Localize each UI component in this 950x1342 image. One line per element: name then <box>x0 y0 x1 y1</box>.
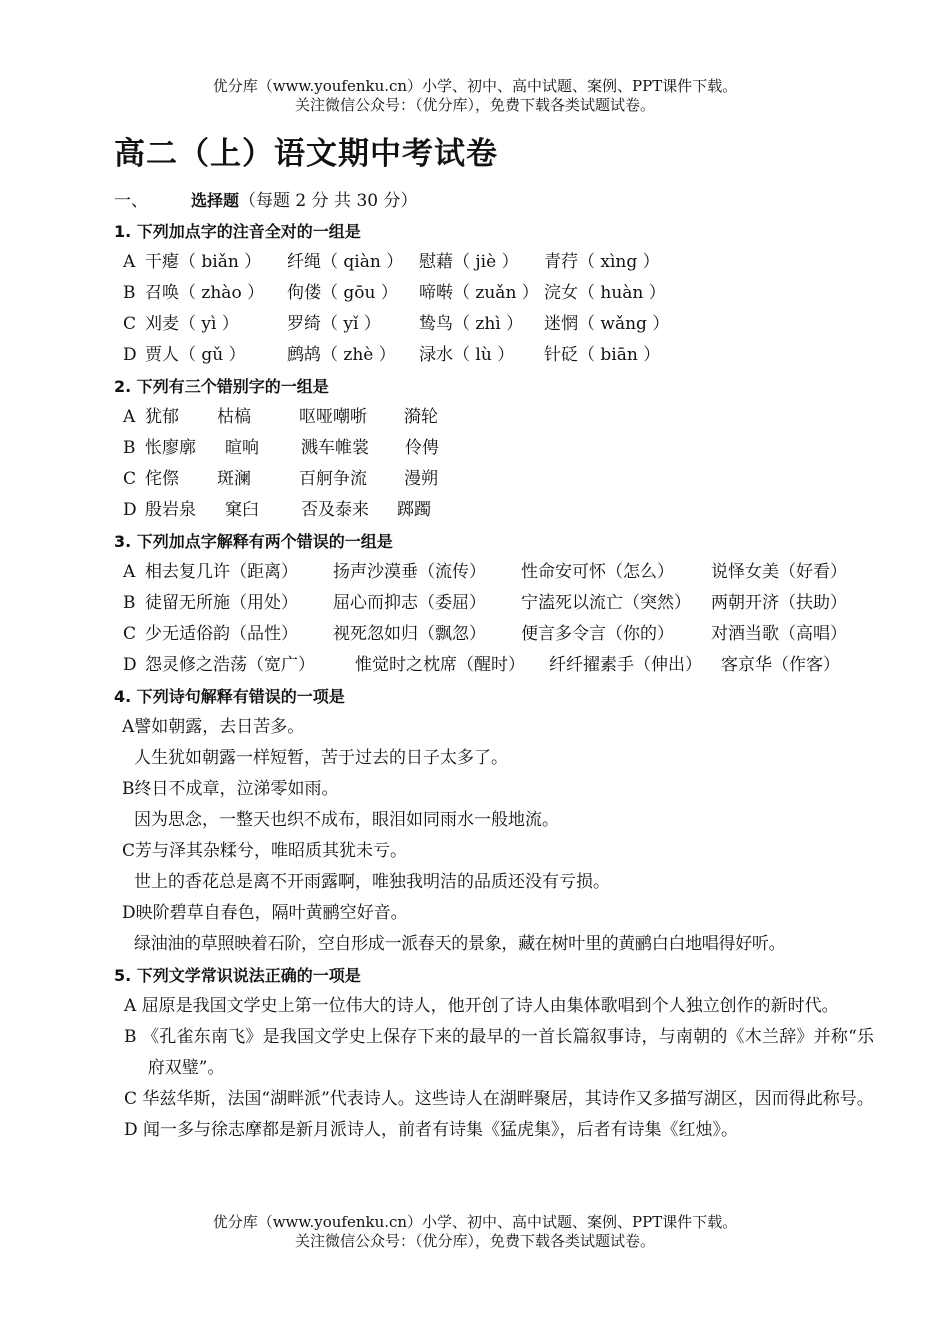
option-item: 召唤（ zhào ） <box>145 283 265 303</box>
option-item: 说怿女美（好看） <box>711 562 847 582</box>
question-1-option-c <box>114 309 874 340</box>
option-item: 浣女（ huàn ） <box>544 283 666 303</box>
option-item: 屈心而抑志（委屈） <box>333 593 486 613</box>
header-line-1: 优分库（www.youfenku.cn）小学、初中、高中试题、案例、PPT课件下载。 <box>212 77 738 95</box>
option-item: 青荇（ xìng ） <box>544 252 660 272</box>
question-4-option-d-verse <box>114 898 874 929</box>
option-item: 少无适俗韵（品性） <box>145 624 298 644</box>
option-item: 否及泰来 <box>301 500 369 520</box>
option-letter: D <box>123 345 137 365</box>
option-item: 干瘪（ biǎn ） <box>145 252 262 272</box>
section-name: 选择题 <box>191 191 240 210</box>
option-item: 惟觉时之枕席（醒时） <box>355 655 525 675</box>
question-4-option-c-explain: 世上的香花总是离不开雨露啊，唯独我明洁的品质还没有亏损。 <box>134 872 610 892</box>
option-letter: A <box>123 252 136 272</box>
option-item: 侘傺 <box>145 469 179 489</box>
option-body <box>124 1084 874 1115</box>
option-letter: D <box>124 1120 138 1140</box>
option-item: 扬声沙漠垂（流传） <box>333 562 486 582</box>
option-item: 两朝开济（扶助） <box>711 593 847 613</box>
question-5-option-b <box>114 1022 874 1084</box>
footer-line-2: 关注微信公众号：（优分库），免费下载各类试题试卷。 <box>294 1232 655 1250</box>
question-3-option-c <box>114 619 874 650</box>
option-item: 渌水（ lù ） <box>419 345 515 365</box>
option-letter: D <box>122 903 136 923</box>
question-2-stem: 2. 下列有三个错别字的一组是 <box>114 377 329 396</box>
option-letter: D <box>123 655 137 675</box>
footer-line-1: 优分库（www.youfenku.cn）小学、初中、高中试题、案例、PPT课件下载。 <box>212 1213 738 1231</box>
question-4-option-c-verse <box>114 836 874 867</box>
section-note: （每题 2 分 共 30 分） <box>239 191 418 211</box>
verse-text: 终日不成章，泣涕零如雨。 <box>134 779 339 799</box>
option-item: 慰藉（ jiè ） <box>419 252 519 272</box>
option-letter: B <box>123 593 136 613</box>
page-header <box>0 77 950 115</box>
option-body <box>124 991 874 1022</box>
verse-text: 映阶碧草自春色，隔叶黄鹂空好音。 <box>135 903 408 923</box>
question-2-option-c <box>114 464 874 495</box>
question-4-option-d-explain: 绿油油的草照映着石阶，空自形成一派春天的景象，藏在树叶里的黄鹂白白地唱得好听。 <box>134 934 786 954</box>
question-4-option-a-explain: 人生犹如朝露一样短暂，苦于过去的日子太多了。 <box>134 748 508 768</box>
option-item: 呕哑嘲哳 <box>299 407 367 427</box>
option-item: 漪轮 <box>404 407 438 427</box>
question-2-option-b <box>114 433 874 464</box>
option-letter: C <box>122 841 136 861</box>
option-item: 性命安可怀（怎么） <box>521 562 674 582</box>
option-item: 百舸争流 <box>299 469 367 489</box>
question-1-option-a <box>114 247 874 278</box>
option-letter: B <box>124 1027 137 1047</box>
option-text: 闻一多与徐志摩都是新月派诗人，前者有诗集《猛虎集》，后者有诗集《红烛》。 <box>143 1120 739 1140</box>
question-1-option-d <box>114 340 874 371</box>
option-letter: A <box>123 562 136 582</box>
option-item: 踯躅 <box>397 500 431 520</box>
option-item: 迷惘（ wǎng ） <box>544 314 670 334</box>
option-item: 犹郁 <box>145 407 179 427</box>
option-letter: D <box>123 500 137 520</box>
option-item: 纤绳（ qiàn ） <box>287 252 404 272</box>
option-body <box>124 1022 874 1084</box>
verse-text: 芳与泽其杂糅兮，唯昭质其犹未亏。 <box>135 841 408 861</box>
option-letter: B <box>123 283 136 303</box>
option-item: 视死忽如归（飘忽） <box>333 624 486 644</box>
option-text: 屈原是我国文学史上第一位伟大的诗人，他开创了诗人由集体歌唱到个人独立创作的新时代。 <box>141 996 839 1016</box>
option-item: 针砭（ biān ） <box>544 345 661 365</box>
option-item: 客京华（作客） <box>721 655 840 675</box>
option-item: 怨灵修之浩荡（宽广） <box>145 655 315 675</box>
option-item: 怅廖廓 <box>145 438 196 458</box>
exam-title: 高二（上）语文期中考试卷 <box>114 136 498 172</box>
option-item: 伶俜 <box>405 438 439 458</box>
option-item: 刈麦（ yì ） <box>145 314 239 334</box>
question-3-option-a <box>114 557 874 588</box>
option-letter: C <box>123 624 137 644</box>
page-footer <box>0 1213 950 1251</box>
option-item: 鸷鸟（ zhì ） <box>419 314 524 334</box>
option-item: 佝偻（ gōu ） <box>287 283 398 303</box>
option-item: 殷岩泉 <box>145 500 196 520</box>
option-letter: B <box>122 779 135 799</box>
option-item: 对酒当歌（高唱） <box>711 624 847 644</box>
option-letter: B <box>123 438 136 458</box>
option-letter: A <box>122 717 135 737</box>
option-text: 华兹华斯，法国“湖畔派”代表诗人。这些诗人在湖畔聚居，其诗作又多描写湖区，因而得此称号。 <box>142 1089 874 1109</box>
question-5-option-d <box>114 1115 874 1146</box>
option-item: 斑澜 <box>217 469 251 489</box>
option-item: 贾人（ gǔ ） <box>145 345 246 365</box>
option-item: 罗绮（ yǐ ） <box>287 314 381 334</box>
verse-text: 譬如朝露，去日苦多。 <box>134 717 305 737</box>
option-item: 宁溘死以流亡（突然） <box>521 593 691 613</box>
option-item: 漫朔 <box>404 469 438 489</box>
option-letter: C <box>124 1089 138 1109</box>
option-item: 纤纤擢素手（伸出） <box>549 655 702 675</box>
option-item: 啼啭（ zuǎn ） <box>419 283 539 303</box>
question-3-option-b <box>114 588 874 619</box>
option-item: 便言多令言（你的） <box>521 624 674 644</box>
option-item: 相去复几许（距离） <box>145 562 298 582</box>
option-item: 鹧鸪（ zhè ） <box>287 345 396 365</box>
option-letter: A <box>124 996 137 1016</box>
question-2-option-a <box>114 402 874 433</box>
question-4-option-b-explain: 因为思念，一整天也织不成布，眼泪如同雨水一般地流。 <box>134 810 559 830</box>
option-item: 溅车帷裳 <box>301 438 369 458</box>
section-number: 一、 <box>114 191 148 211</box>
question-4-stem: 4. 下列诗句解释有错误的一项是 <box>114 687 345 706</box>
option-item: 枯槁 <box>217 407 251 427</box>
exam-content <box>114 185 874 1146</box>
header-line-2: 关注微信公众号：（优分库），免费下载各类试题试卷。 <box>294 96 655 114</box>
option-item: 徒留无所施（用处） <box>145 593 298 613</box>
option-item: 窠臼 <box>225 500 259 520</box>
option-text: 《孔雀东南飞》是我国文学史上保存下来的最早的一首长篇叙事诗，与南朝的《木兰辞》并称“乐府双璧”。 <box>142 1027 874 1078</box>
question-5-stem: 5. 下列文学常识说法正确的一项是 <box>114 966 361 985</box>
question-5-option-c <box>114 1084 874 1115</box>
section-heading <box>114 185 874 216</box>
question-4-option-b-verse <box>114 774 874 805</box>
question-4-option-a-verse <box>114 712 874 743</box>
option-letter: A <box>123 407 136 427</box>
question-1-stem: 1. 下列加点字的注音全对的一组是 <box>114 222 361 241</box>
question-5-option-a <box>114 991 874 1022</box>
option-letter: C <box>123 469 137 489</box>
question-1-option-b <box>114 278 874 309</box>
question-3-option-d <box>114 650 874 681</box>
option-item: 暄响 <box>225 438 259 458</box>
option-letter: C <box>123 314 137 334</box>
option-body <box>124 1115 874 1146</box>
question-2-option-d <box>114 495 874 526</box>
question-3-stem: 3. 下列加点字解释有两个错误的一组是 <box>114 532 393 551</box>
